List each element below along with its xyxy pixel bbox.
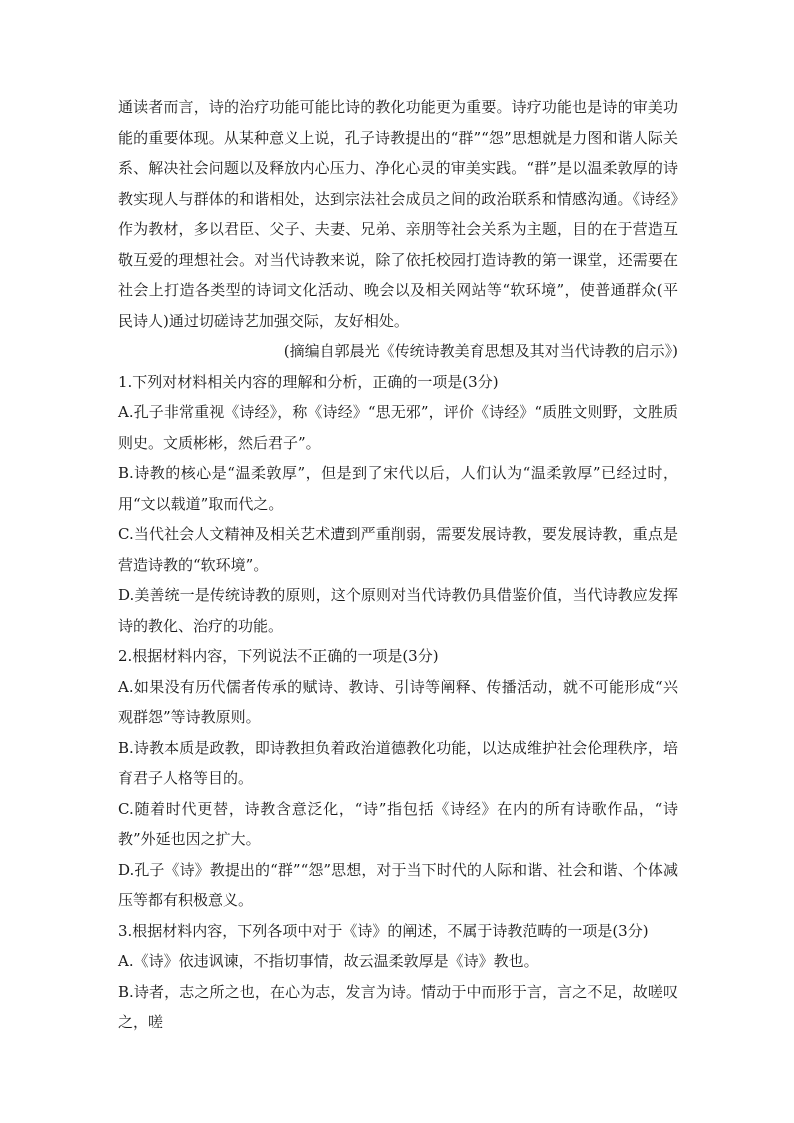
- question-3-option-a: A.《诗》依违讽谏，不指切事情，故云温柔敦厚是《诗》教也。: [118, 952, 539, 970]
- question-1-stem: 1.下列对材料相关内容的理解和分析，正确的一项是(3分): [118, 372, 499, 391]
- question-1-option-a: A.孔子非常重视《诗经》，称《诗经》“思无邪”，评价《诗经》“质胜文则野，文胜质则史。文质彬彬，然后君子”。: [118, 403, 678, 452]
- question-1-option-b: B.诗教的核心是“温柔敦厚”，但是到了宋代以后，人们认为“温柔敦厚”已经过时，用“文以载道”取而代之。: [118, 464, 678, 513]
- question-2-option-a: A.如果没有历代儒者传承的赋诗、教诗、引诗等阐释、传播活动，就不可能形成“兴观群怨”等诗教原则。: [118, 677, 678, 726]
- question-3-stem: 3.根据材料内容，下列各项中对于《诗》的阐述，不属于诗教范畴的一项是(3分): [118, 921, 649, 940]
- question-1-option-d: D.美善统一是传统诗教的原则，这个原则对当代诗教仍具借鉴价值，当代诗教应发挥诗的教化、治疗的功能。: [118, 586, 678, 635]
- question-2-option-b: B.诗教本质是政教，即诗教担负着政治道德教化功能，以达成维护社会伦理秩序，培育君子人格等目的。: [118, 738, 678, 787]
- question-2-option-c: C.随着时代更替，诗教含意泛化，“诗”指包括《诗经》在内的所有诗歌作品，“诗教”外延也因之扩大。: [118, 799, 678, 848]
- question-3-option-b: B.诗者，志之所之也，在心为志，发言为诗。情动于中而形于言，言之不足，故嗟叹之，嗟: [118, 982, 678, 1031]
- document-page: [118, 92, 678, 1038]
- passage-source: (摘编自郭晨光《传统诗教美育思想及其对当代诗教的启示》): [283, 342, 678, 360]
- question-2-stem: 2.根据材料内容，下列说法不正确的一项是(3分): [118, 647, 439, 665]
- question-1-option-c: C.当代社会人文精神及相关艺术遭到严重削弱，需要发展诗教，要发展诗教，重点是营造诗教的“软环境”。: [118, 525, 678, 574]
- question-2-option-d: D.孔子《诗》教提出的“群”“怨”思想，对于当下时代的人际和谐、社会和谐、个体减压等都有积极意义。: [118, 860, 678, 909]
- passage-text: 通读者而言，诗的治疗功能可能比诗的教化功能更为重要。诗疗功能也是诗的审美功能的重要体现。从某种意义上说，孔子诗教提出的“群”“怨”思想就是力图和谐人际关系、解决社会问题以及释放内心压力、净化心灵的审美实践。“群”是以温柔敦厚的诗教实现人与群体的和谐相处，达到宗法社会成员之间的政治联系和情感沟通。《诗经》作为教材，多以君臣、父子、夫妻、兄弟、亲朋等社会关系为主题，目的在于营造互敬互爱的理想社会。对当代诗教来说，除了依托校园打造诗教的第一课堂，还需要在社会上打造各类型的诗词文化活动、晚会以及相关网站等“软环境”，使普通群众(平民诗人)通过切磋诗艺加强交际，友好相处。: [118, 98, 678, 330]
